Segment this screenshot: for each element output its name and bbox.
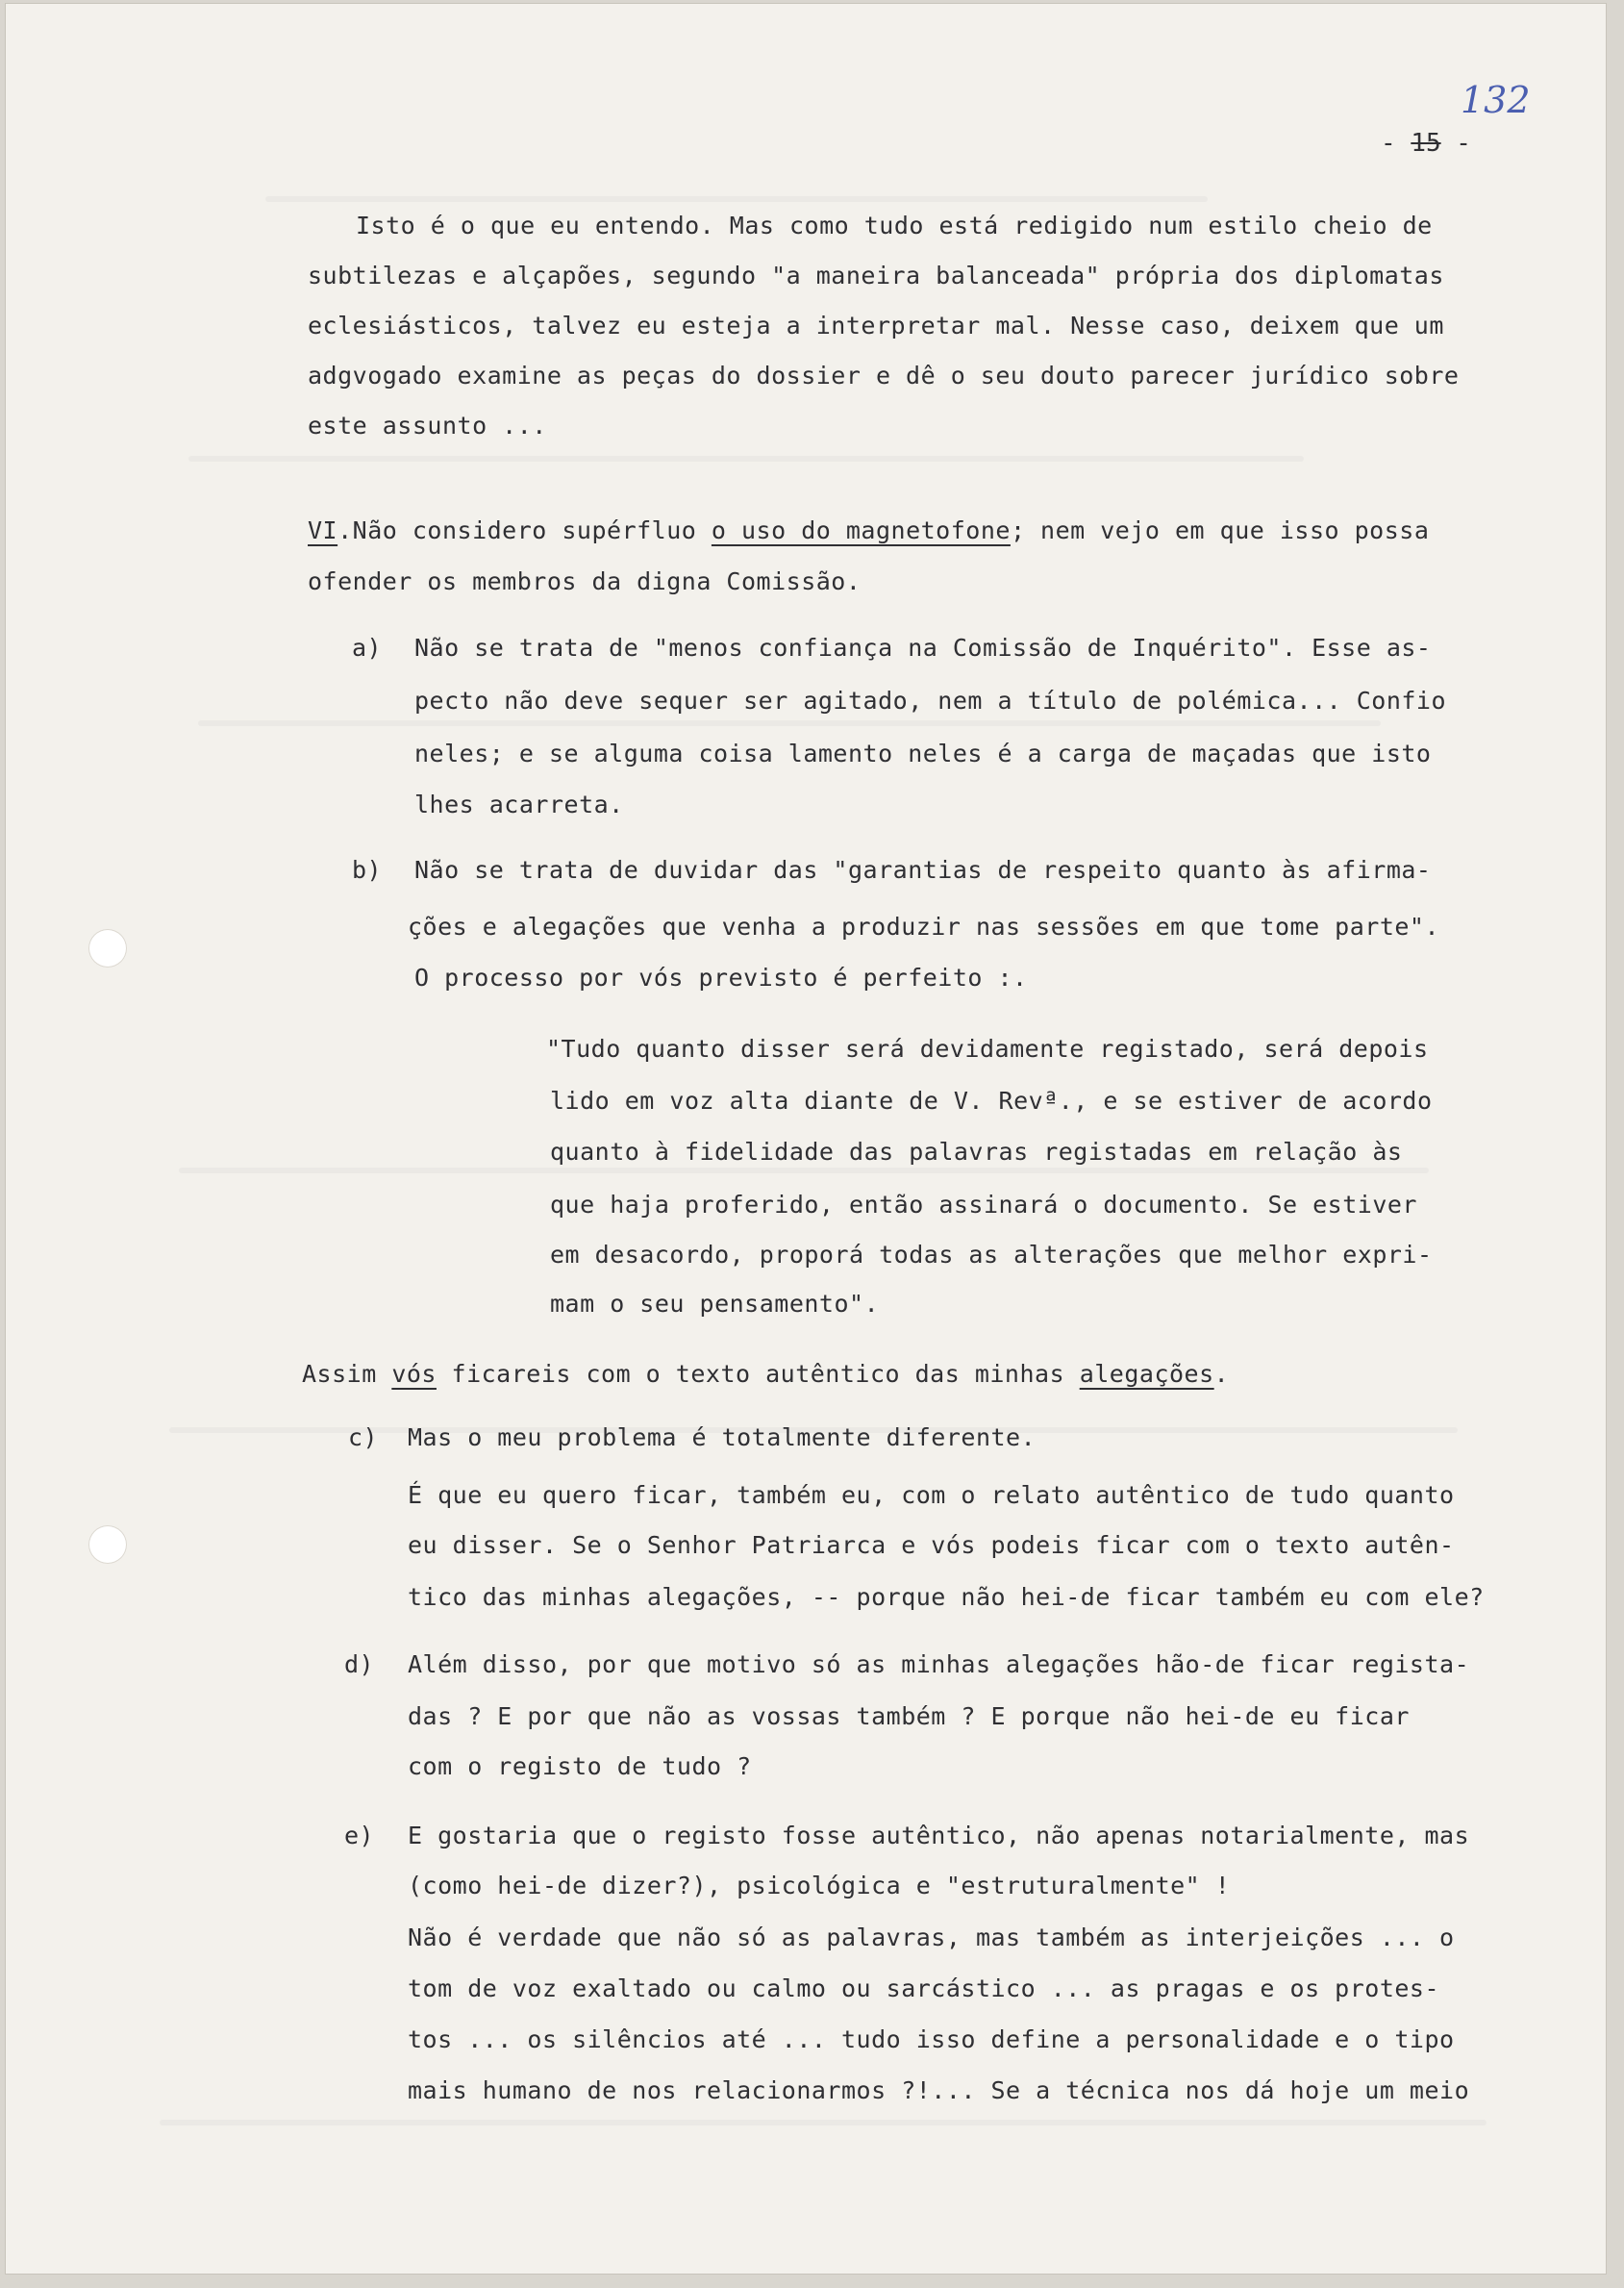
item-line: É que eu quero ficar, também eu, com o relato autêntico de tudo quanto (408, 1481, 1455, 1509)
paragraph-line: ofender os membros da digna Comissão. (308, 567, 862, 595)
paragraph-line (302, 1360, 1229, 1388)
section-text: ; nem vejo em que isso possa (1010, 516, 1430, 544)
page-number-prefix: - (1381, 129, 1412, 158)
section-heading-line (308, 516, 1429, 544)
item-label: e) (344, 1822, 375, 1849)
text-segment: Assim (302, 1360, 392, 1388)
item-line: das ? E por que não as vossas também ? E porque não hei-de eu ficar (408, 1702, 1410, 1730)
section-number: VI (308, 516, 338, 544)
punch-hole (88, 1525, 127, 1564)
paragraph-line: subtilezas e alçapões, segundo "a maneira balanceada" própria dos diplomatas (308, 262, 1444, 289)
item-label: a) (352, 634, 383, 662)
item-line: Não se trata de "menos confiança na Comissão de Inquérito". Esse as- (414, 634, 1432, 662)
handwritten-folio-number: 132 (1461, 79, 1531, 121)
text-segment: . (1213, 1360, 1230, 1388)
quote-line: em desacordo, proporá todas as alterações que melhor expri- (550, 1241, 1433, 1269)
item-line: mais humano de nos relacionarmos ?!... Se a técnica nos dá hoje um meio (408, 2076, 1470, 2104)
paragraph-line: eclesiásticos, talvez eu esteja a interpretar mal. Nesse caso, deixem que um (308, 312, 1444, 339)
quote-line: que haja proferido, então assinará o documento. Se estiver (550, 1191, 1417, 1219)
item-line: O processo por vós previsto é perfeito :. (414, 964, 1028, 992)
page-number-suffix: - (1440, 129, 1471, 158)
item-line: Mas o meu problema é totalmente diferente. (408, 1423, 1037, 1451)
quote-line: "Tudo quanto disser será devidamente registado, será depois (546, 1035, 1429, 1063)
page-number-struck: 15 (1411, 129, 1441, 158)
item-line: ções e alegações que venha a produzir nas sessões em que tome parte". (408, 913, 1440, 941)
item-line: pecto não deve sequer ser agitado, nem a título de polémica... Confio (414, 687, 1447, 715)
item-line: lhes acarreta. (414, 791, 624, 818)
text-segment: ficareis com o texto autêntico das minhas (436, 1360, 1080, 1388)
underlined-word: vós (391, 1360, 437, 1388)
item-line: Não se trata de duvidar das "garantias de respeito quanto às afirma- (414, 856, 1432, 884)
show-through-mark (179, 1168, 1429, 1173)
item-line: tos ... os silêncios até ... tudo isso define a personalidade e o tipo (408, 2025, 1455, 2053)
document-page (6, 4, 1606, 2274)
show-through-mark (198, 720, 1381, 726)
paragraph-line: Isto é o que eu entendo. Mas como tudo está redigido num estilo cheio de (356, 212, 1433, 239)
paragraph-line: este assunto ... (308, 412, 547, 440)
paragraph-line: adgvogado examine as peças do dossier e dê o seu douto parecer jurídico sobre (308, 362, 1460, 390)
item-line: tom de voz exaltado ou calmo ou sarcástico ... as pragas e os protes- (408, 1974, 1440, 2002)
item-label: d) (344, 1650, 375, 1678)
quote-line: quanto à fidelidade das palavras registadas em relação às (550, 1138, 1403, 1166)
show-through-mark (160, 2120, 1487, 2125)
item-line: eu disser. Se o Senhor Patriarca e vós podeis ficar com o texto autên- (408, 1531, 1455, 1559)
item-line: Além disso, por que motivo só as minhas alegações hão-de ficar regista- (408, 1650, 1470, 1678)
item-line: neles; e se alguma coisa lamento neles é a carga de maçadas que isto (414, 740, 1432, 767)
punch-hole (88, 929, 127, 968)
show-through-mark (188, 456, 1304, 462)
page-number (1381, 129, 1471, 158)
underlined-word: alegações (1079, 1360, 1214, 1388)
underlined-phrase: o uso do magnetofone (711, 516, 1011, 544)
item-line: E gostaria que o registo fosse autêntico, não apenas notarialmente, mas (408, 1822, 1470, 1849)
show-through-mark (265, 196, 1208, 202)
item-line: tico das minhas alegações, -- porque não hei-de ficar também eu com ele? (408, 1583, 1485, 1611)
item-label: c) (348, 1423, 379, 1451)
item-label: b) (352, 856, 383, 884)
quote-line: lido em voz alta diante de V. Revª., e se estiver de acordo (550, 1087, 1433, 1115)
item-line: Não é verdade que não só as palavras, mas também as interjeições ... o (408, 1923, 1455, 1951)
item-line: (como hei-de dizer?), psicológica e "estruturalmente" ! (408, 1872, 1231, 1899)
item-line: com o registo de tudo ? (408, 1752, 752, 1780)
quote-line: mam o seu pensamento". (550, 1290, 880, 1318)
section-text: .Não considero supérfluo (337, 516, 712, 544)
